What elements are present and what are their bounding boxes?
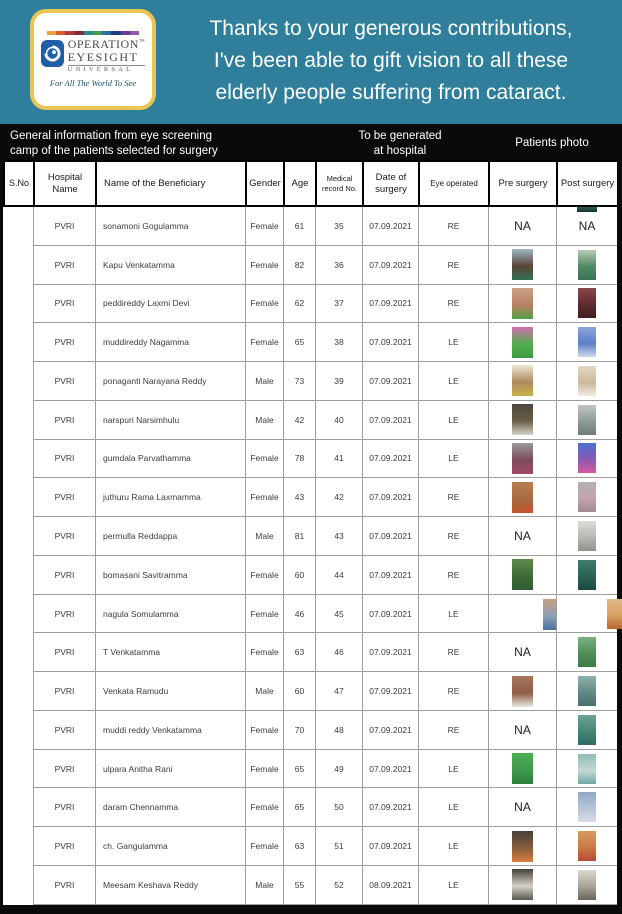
cell-date: 07.09.2021: [362, 440, 418, 479]
group-header-patients-photo: Patients photo: [515, 137, 589, 149]
pre-surgery-photo: [512, 365, 533, 396]
cell-sno: [3, 440, 33, 479]
na-label: NA: [578, 218, 596, 233]
cell-gender: Female: [245, 711, 283, 750]
cell-sno: [3, 866, 33, 905]
cell-hospital: PVRI: [33, 827, 95, 866]
cell-gender: Female: [245, 285, 283, 324]
cell-hospital: PVRI: [33, 672, 95, 711]
pre-surgery-photo: [512, 443, 533, 474]
cell-hospital: PVRI: [33, 285, 95, 324]
cell-gender: Female: [245, 827, 283, 866]
cell-name: bomasani Savitramma: [95, 556, 245, 595]
table-row: [3, 478, 617, 517]
cell-age: 73: [283, 362, 315, 401]
cell-record-no: 49: [315, 750, 362, 789]
cell-post-surgery: [556, 827, 617, 866]
post-surgery-photo: [578, 754, 596, 784]
cell-eye: LE: [418, 827, 488, 866]
cell-post-surgery: [556, 478, 617, 517]
cell-date: 07.09.2021: [362, 827, 418, 866]
cell-hospital: PVRI: [33, 440, 95, 479]
cell-record-no: 38: [315, 323, 362, 362]
cell-post-surgery: [556, 788, 617, 827]
cell-sno: [3, 207, 33, 246]
pre-surgery-photo: [512, 831, 533, 862]
cell-date: 07.09.2021: [362, 246, 418, 285]
cell-sno: [3, 595, 33, 634]
post-surgery-photo: [578, 250, 596, 280]
pre-surgery-photo: [512, 676, 533, 707]
cell-post-surgery: [556, 440, 617, 479]
cell-sno: [3, 517, 33, 556]
cell-eye: RE: [418, 285, 488, 324]
column-header-post: Post surgery: [557, 161, 618, 206]
cell-pre-surgery: [488, 866, 556, 905]
cell-date: 07.09.2021: [362, 750, 418, 789]
table-row: [3, 633, 617, 672]
post-surgery-photo: [578, 482, 596, 512]
column-header-gender: Gender: [246, 161, 284, 206]
cell-eye: LE: [418, 440, 488, 479]
cell-pre-surgery: [488, 750, 556, 789]
banner-message-line3: elderly people suffering from cataract.: [215, 81, 567, 104]
operation-eyesight-logo: [30, 9, 156, 110]
cell-name: Meesam Keshava Reddy: [95, 866, 245, 905]
cell-hospital: PVRI: [33, 246, 95, 285]
cell-date: 07.09.2021: [362, 517, 418, 556]
post-surgery-photo: [578, 715, 596, 745]
photo-fragment: [577, 207, 597, 212]
cell-date: 07.09.2021: [362, 672, 418, 711]
cell-gender: Male: [245, 517, 283, 556]
cell-eye: RE: [418, 207, 488, 246]
cell-pre-surgery: [488, 246, 556, 285]
cell-hospital: PVRI: [33, 323, 95, 362]
cell-sno: [3, 672, 33, 711]
cell-sno: [3, 827, 33, 866]
cell-gender: Female: [245, 750, 283, 789]
cell-hospital: PVRI: [33, 207, 95, 246]
cell-date: 07.09.2021: [362, 362, 418, 401]
logo-name-line1: OPERATION™: [67, 37, 146, 52]
cell-name: ponaganti Narayana Reddy: [95, 362, 245, 401]
cell-name: permulla Reddappa: [95, 517, 245, 556]
cell-sno: [3, 556, 33, 595]
cell-name: daram Chennamma: [95, 788, 245, 827]
cell-eye: LE: [418, 788, 488, 827]
cell-pre-surgery: [488, 478, 556, 517]
post-surgery-photo: [607, 599, 622, 629]
banner-message: [168, 13, 614, 109]
cell-date: 07.09.2021: [362, 711, 418, 750]
cell-record-no: 48: [315, 711, 362, 750]
na-label: NA: [514, 722, 531, 737]
cell-name: T Venkatamma: [95, 633, 245, 672]
logo-name-line3: UNIVERSAL: [68, 65, 146, 74]
cell-eye: RE: [418, 711, 488, 750]
table-row: [3, 750, 617, 789]
cell-gender: Female: [245, 556, 283, 595]
cell-age: 81: [283, 517, 315, 556]
cell-eye: LE: [418, 362, 488, 401]
table-row: [3, 207, 617, 246]
group-header-generated-at-hospital: To be generated at hospital: [358, 130, 442, 157]
cell-gender: Female: [245, 633, 283, 672]
cell-sno: [3, 711, 33, 750]
na-label: NA: [514, 800, 531, 815]
na-label: NA: [514, 218, 531, 233]
cell-pre-surgery: [488, 595, 556, 634]
post-surgery-photo: [578, 288, 596, 318]
cell-post-surgery: [556, 633, 617, 672]
cell-post-surgery: [556, 207, 617, 246]
cell-age: 65: [283, 788, 315, 827]
cell-pre-surgery: [488, 827, 556, 866]
cell-pre-surgery: [488, 323, 556, 362]
cell-date: 07.09.2021: [362, 788, 418, 827]
cell-eye: RE: [418, 478, 488, 517]
cell-record-no: 40: [315, 401, 362, 440]
cell-post-surgery: [556, 362, 617, 401]
cell-eye: LE: [418, 401, 488, 440]
cell-gender: Female: [245, 207, 283, 246]
cell-record-no: 36: [315, 246, 362, 285]
post-surgery-photo: [578, 637, 596, 667]
cell-date: 07.09.2021: [362, 556, 418, 595]
cell-name: sonamoni Gogulamma: [95, 207, 245, 246]
cell-age: 82: [283, 246, 315, 285]
cell-record-no: 39: [315, 362, 362, 401]
cell-pre-surgery: [488, 517, 556, 556]
cell-age: 61: [283, 207, 315, 246]
cell-gender: Male: [245, 401, 283, 440]
cell-eye: LE: [418, 323, 488, 362]
cell-record-no: 45: [315, 595, 362, 634]
cell-post-surgery: [556, 323, 617, 362]
cell-date: 07.09.2021: [362, 633, 418, 672]
column-header-sno: S.No: [4, 161, 34, 206]
cell-pre-surgery: [488, 672, 556, 711]
post-surgery-photo: [578, 521, 596, 551]
table-row: [3, 246, 617, 285]
cell-gender: Male: [245, 866, 283, 905]
cell-name: gumdala Parvathamma: [95, 440, 245, 479]
table-row: [3, 595, 617, 634]
cell-eye: LE: [418, 750, 488, 789]
logo-rainbow-stripe: [47, 31, 139, 35]
table-row: [3, 362, 617, 401]
table-row: [3, 323, 617, 362]
cell-name: ch. Gangulamma: [95, 827, 245, 866]
table-row: [3, 401, 617, 440]
post-surgery-photo: [578, 405, 596, 435]
cell-pre-surgery: [488, 440, 556, 479]
banner-message-line1: Thanks to your generous contributions,: [209, 17, 573, 40]
cell-post-surgery: [556, 401, 617, 440]
cell-eye: RE: [418, 633, 488, 672]
table-row: [3, 556, 617, 595]
na-label: NA: [514, 529, 531, 543]
cell-record-no: 51: [315, 827, 362, 866]
post-surgery-photo: [578, 443, 596, 473]
cell-hospital: PVRI: [33, 401, 95, 440]
cell-eye: RE: [418, 246, 488, 285]
cell-hospital: PVRI: [33, 750, 95, 789]
cell-name: narspuri Narsimhulu: [95, 401, 245, 440]
cell-date: 07.09.2021: [362, 478, 418, 517]
cell-eye: RE: [418, 517, 488, 556]
logo-name-line2: EYESIGHT: [67, 50, 139, 65]
cell-gender: Male: [245, 672, 283, 711]
cell-gender: Female: [245, 478, 283, 517]
cell-hospital: PVRI: [33, 556, 95, 595]
cell-gender: Male: [245, 362, 283, 401]
cell-pre-surgery: [488, 711, 556, 750]
cell-name: Kapu Venkatamma: [95, 246, 245, 285]
column-header-date: Date of surgery: [363, 161, 419, 206]
cell-name: peddireddy Laxmi Devi: [95, 285, 245, 324]
cell-age: 78: [283, 440, 315, 479]
cell-age: 60: [283, 672, 315, 711]
cell-post-surgery: [556, 711, 617, 750]
cell-hospital: PVRI: [33, 362, 95, 401]
cell-record-no: 50: [315, 788, 362, 827]
column-header-name: Name of the Beneficiary: [96, 161, 246, 206]
cell-record-no: 47: [315, 672, 362, 711]
cell-age: 42: [283, 401, 315, 440]
cell-pre-surgery: [488, 285, 556, 324]
cell-age: 65: [283, 750, 315, 789]
cell-eye: RE: [418, 672, 488, 711]
cell-eye: LE: [418, 595, 488, 634]
cell-sno: [3, 401, 33, 440]
pre-surgery-photo: [512, 753, 533, 784]
cell-age: 55: [283, 866, 315, 905]
cell-date: 07.09.2021: [362, 285, 418, 324]
cell-record-no: 43: [315, 517, 362, 556]
post-surgery-photo: [578, 870, 596, 900]
cell-hospital: PVRI: [33, 866, 95, 905]
trademark-symbol: ™: [138, 39, 146, 46]
cell-post-surgery: [556, 285, 617, 324]
banner: [0, 0, 622, 124]
cell-sno: [3, 788, 33, 827]
cell-name: nagula Somulamma: [95, 595, 245, 634]
pre-surgery-photo: [512, 482, 533, 513]
table-row: [3, 788, 617, 827]
cell-pre-surgery: [488, 401, 556, 440]
cell-record-no: 46: [315, 633, 362, 672]
cell-name: juthuru Rama Laxmamma: [95, 478, 245, 517]
logo-tagline: For All The World To See: [49, 77, 137, 88]
cell-age: 43: [283, 478, 315, 517]
cell-age: 63: [283, 633, 315, 672]
cell-sno: [3, 633, 33, 672]
table-row: [3, 440, 617, 479]
cell-post-surgery: [556, 750, 617, 789]
cell-record-no: 42: [315, 478, 362, 517]
cell-eye: RE: [418, 556, 488, 595]
cell-hospital: PVRI: [33, 711, 95, 750]
cell-post-surgery: [556, 517, 617, 556]
cell-record-no: 35: [315, 207, 362, 246]
cell-hospital: PVRI: [33, 595, 95, 634]
cell-date: 07.09.2021: [362, 207, 418, 246]
pre-surgery-photo: [512, 869, 533, 900]
cell-date: 07.09.2021: [362, 595, 418, 634]
cell-post-surgery: [556, 866, 617, 905]
post-surgery-photo: [578, 676, 596, 706]
post-surgery-photo: [578, 560, 596, 590]
table-row: [3, 866, 617, 905]
table-header-row: [3, 160, 617, 207]
cell-record-no: 44: [315, 556, 362, 595]
column-header-age: Age: [284, 161, 316, 206]
cell-pre-surgery: [488, 556, 556, 595]
table-row: [3, 672, 617, 711]
post-surgery-photo: [578, 327, 596, 357]
eye-logo-icon: [41, 40, 64, 72]
post-surgery-photo: [578, 831, 596, 861]
banner-message-line2: I've been able to gift vision to all these: [213, 49, 569, 72]
cell-name: ulpara Anitha Rani: [95, 750, 245, 789]
cell-age: 63: [283, 827, 315, 866]
column-header-hospital: Hospital Name: [34, 161, 96, 206]
pre-surgery-photo: [512, 404, 533, 435]
pre-surgery-photo: [512, 288, 533, 319]
cell-hospital: PVRI: [33, 633, 95, 672]
cell-record-no: 41: [315, 440, 362, 479]
cell-sno: [3, 362, 33, 401]
cell-age: 46: [283, 595, 315, 634]
cell-hospital: PVRI: [33, 517, 95, 556]
cell-pre-surgery: [488, 362, 556, 401]
cell-hospital: PVRI: [33, 788, 95, 827]
post-surgery-photo: [578, 792, 596, 822]
cell-name: muddireddy Nagamma: [95, 323, 245, 362]
cell-eye: LE: [418, 866, 488, 905]
cell-record-no: 52: [315, 866, 362, 905]
cell-pre-surgery: [488, 207, 556, 246]
table-row: [3, 517, 617, 556]
cell-sno: [3, 323, 33, 362]
group-header-screening-camp: General information from eye screening camp of the patients selected for surgery: [10, 130, 218, 157]
cell-gender: Female: [245, 788, 283, 827]
cell-post-surgery: [556, 595, 617, 634]
na-label: NA: [514, 645, 531, 660]
cell-pre-surgery: [488, 633, 556, 672]
cell-sno: [3, 478, 33, 517]
column-header-pre: Pre surgery: [489, 161, 557, 206]
cell-pre-surgery: [488, 788, 556, 827]
pre-surgery-photo: [512, 559, 533, 590]
cell-post-surgery: [556, 672, 617, 711]
post-surgery-photo: [578, 366, 596, 396]
cell-record-no: 37: [315, 285, 362, 324]
column-header-eye: Eye operated: [419, 161, 489, 206]
pre-surgery-photo: [512, 249, 533, 280]
cell-gender: Female: [245, 440, 283, 479]
cell-sno: [3, 750, 33, 789]
table-row: [3, 285, 617, 324]
cell-gender: Female: [245, 246, 283, 285]
cell-age: 62: [283, 285, 315, 324]
cell-hospital: PVRI: [33, 478, 95, 517]
table-row: [3, 711, 617, 750]
table-row: [3, 827, 617, 866]
pre-surgery-photo: [512, 327, 533, 358]
cell-date: 07.09.2021: [362, 323, 418, 362]
cell-age: 70: [283, 711, 315, 750]
cell-date: 08.09.2021: [362, 866, 418, 905]
table-body: [3, 207, 617, 905]
cell-age: 60: [283, 556, 315, 595]
cell-name: muddi reddy Venkatamma: [95, 711, 245, 750]
cell-sno: [3, 246, 33, 285]
cell-gender: Female: [245, 323, 283, 362]
cell-post-surgery: [556, 556, 617, 595]
column-header-record-no: Medical record No.: [316, 161, 363, 206]
cell-date: 07.09.2021: [362, 401, 418, 440]
cell-name: Venkata Ramudu: [95, 672, 245, 711]
cell-age: 65: [283, 323, 315, 362]
cell-post-surgery: [556, 246, 617, 285]
cell-gender: Female: [245, 595, 283, 634]
cell-sno: [3, 285, 33, 324]
